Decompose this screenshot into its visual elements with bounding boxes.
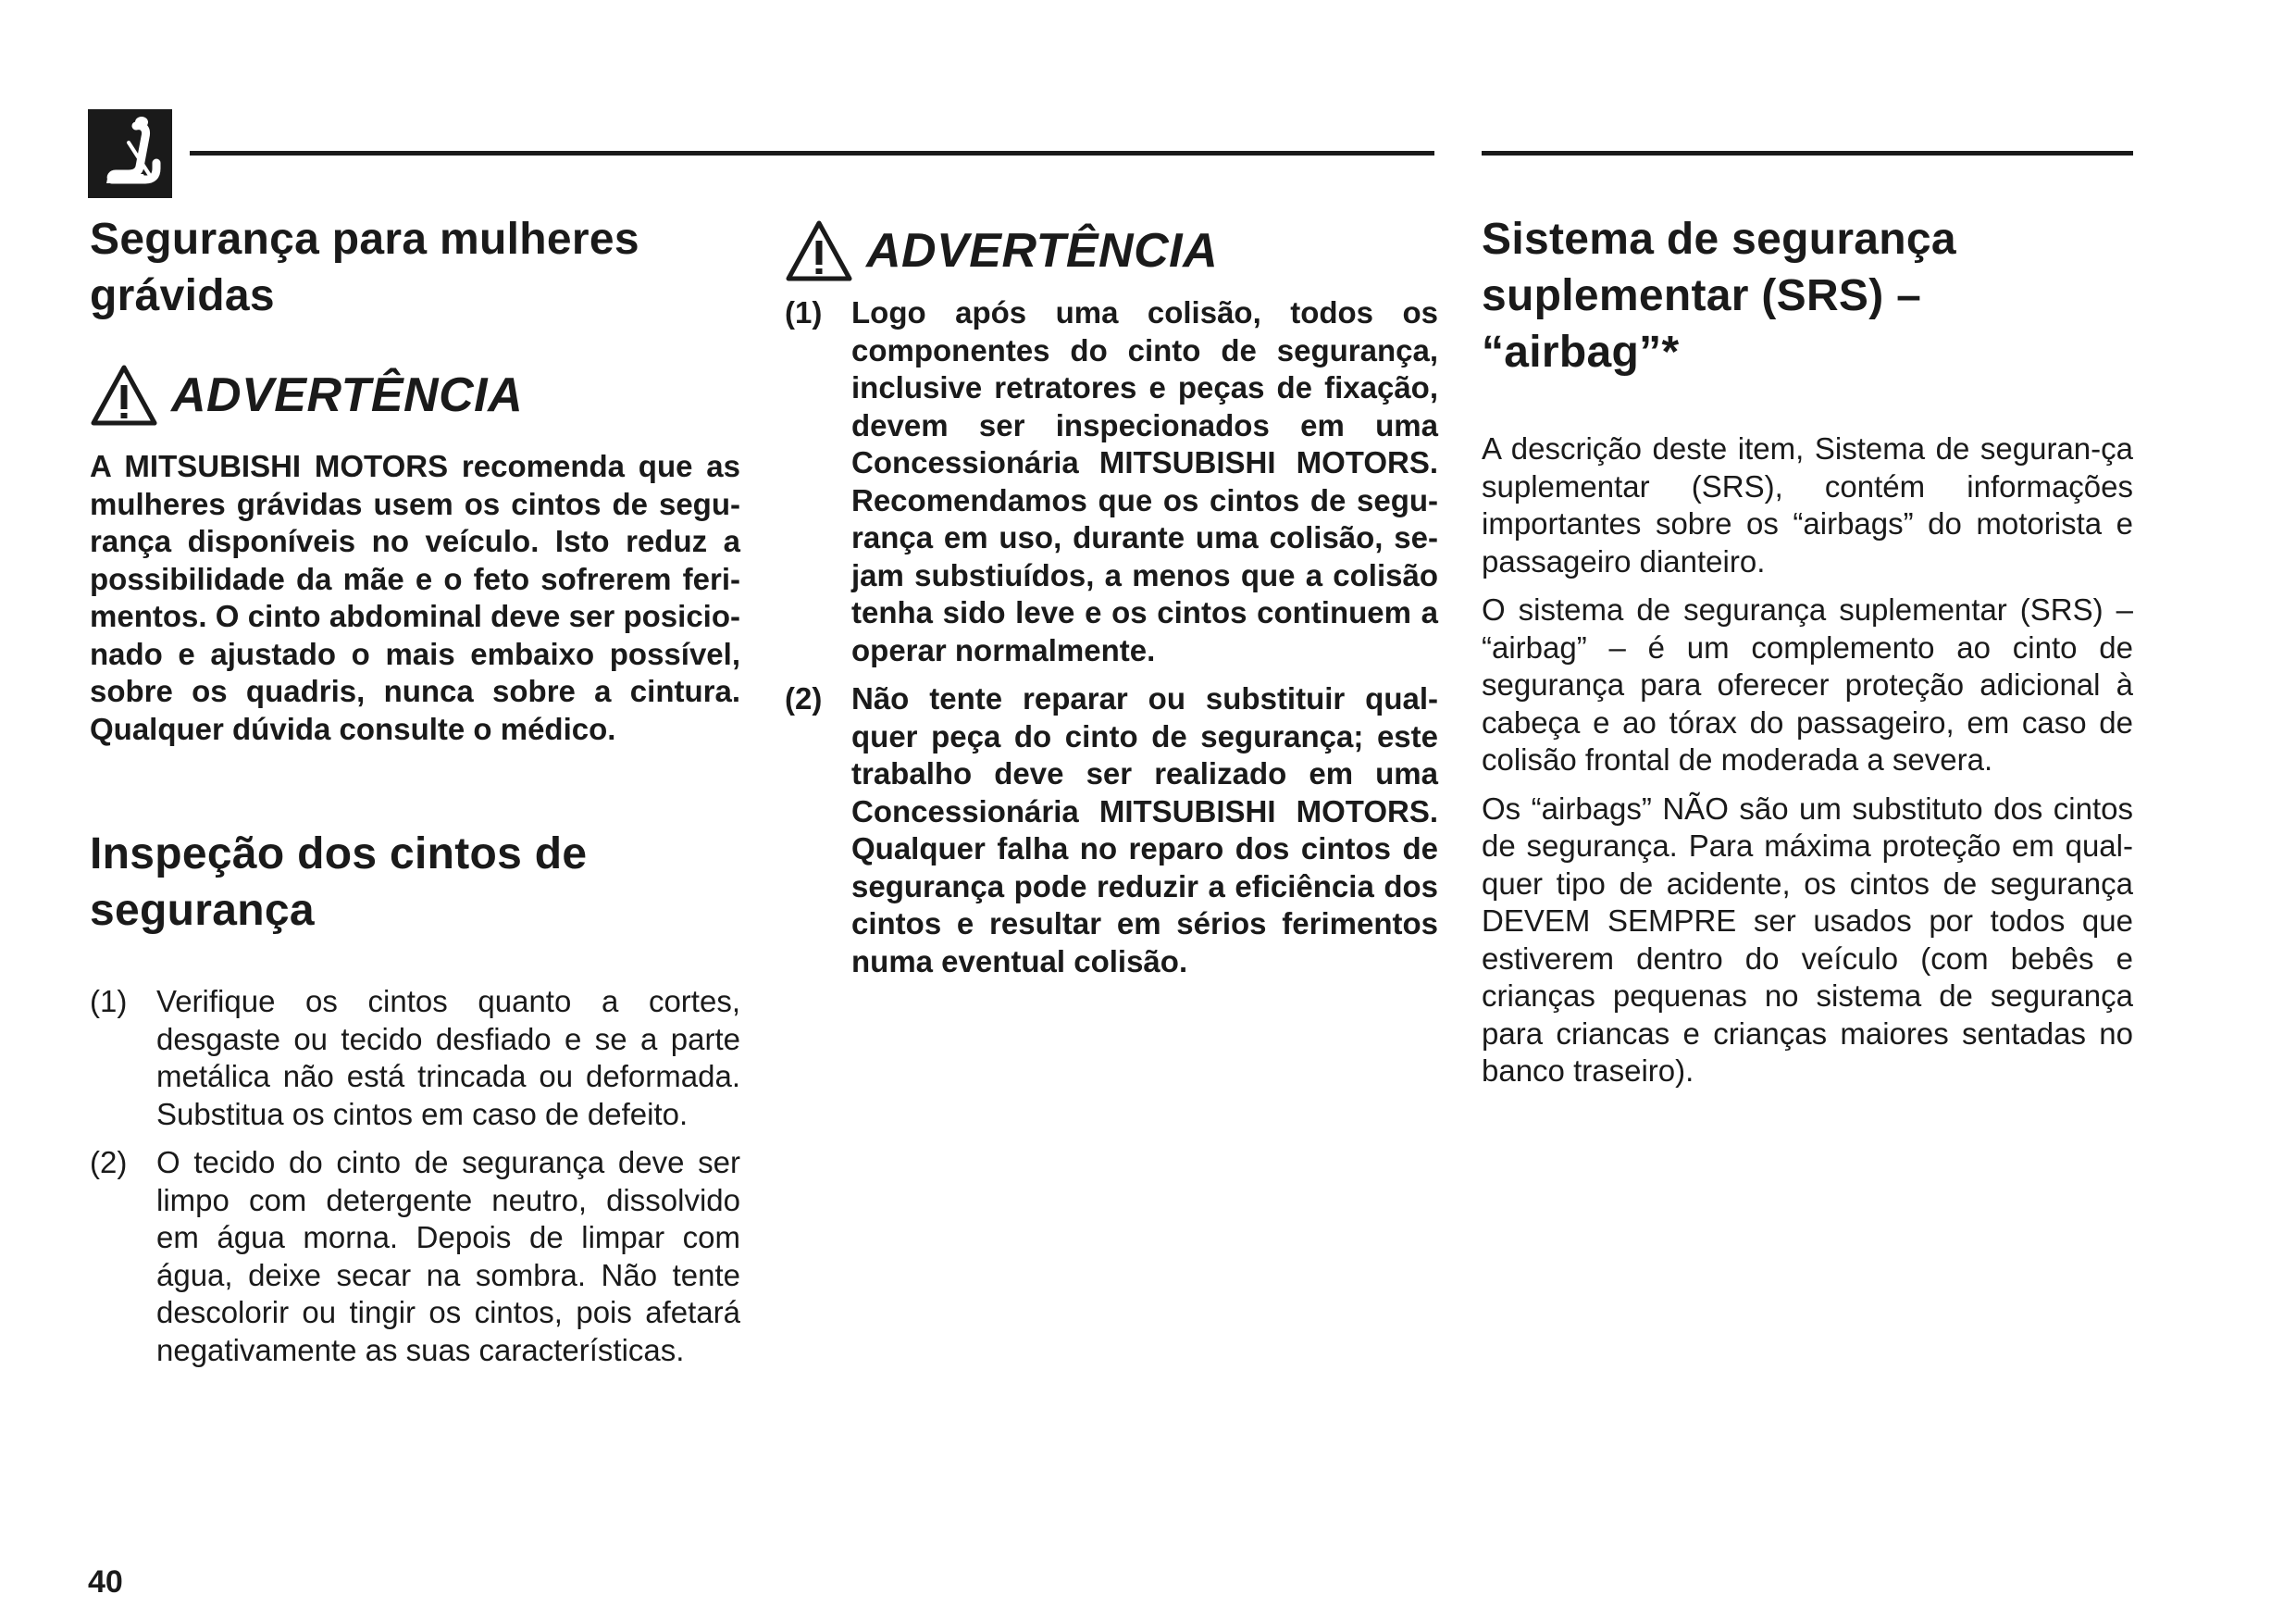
list-item-text: O tecido do cinto de segurança deve ser limpo com detergente neutro, dissolvido em água morna. Depois de limpar com água, deixe secar na sombra. Não tente descolorir ou tingir os cintos, pois afetará negativamente as suas características.: [156, 1145, 740, 1367]
warning-triangle-icon: [785, 218, 853, 283]
list-item-text: Logo após uma colisão, todos os componentes do cinto de segurança, inclusive retratores e peças de fixação, devem ser inspecionados em uma Concessionária MITSUBISHI MOTORS. Recomendamos que os cintos de segu-rança em uso, durante uma colisão, se-jam substiuídos, a menos que a colisão tenha sido leve e os cintos continuem a operar normalmente.: [851, 295, 1438, 667]
list-item-number: (1): [785, 295, 823, 330]
heading-pregnant-safety: Segurança para mulheres grávidas: [90, 215, 639, 320]
left-column: [90, 211, 740, 1369]
right-column: [1482, 211, 2133, 1090]
list-item: [90, 1144, 740, 1369]
srs-paragraph-3: Os “airbags” NÃO são um substituto dos cintos de segurança. Para máxima proteção em qual-quer tipo de acidente, os cintos de segurança DEVEM SEMPRE ser usados por todos que estiverem dentro do veículo (com bebês e crianças pequenas no sistema de segurança para criancas e crianças maiores sentadas no banco traseiro).: [1482, 791, 2133, 1088]
warning-triangle-icon: [90, 363, 158, 428]
warning-label: ADVERTÊNCIA: [866, 224, 1219, 278]
list-item: [90, 983, 740, 1133]
heading-srs-airbag: Sistema de segurança suplementar (SRS) – “airbag”*: [1482, 215, 1956, 377]
header-rule-left: [190, 151, 1434, 156]
warning-title-middle: [785, 218, 1438, 283]
srs-paragraph-2: O sistema de segurança suplementar (SRS) – “airbag” – é um complemento ao cinto de segurança para oferecer proteção adicional à cabeça e ao tórax do passageiro, em caso de colisão frontal de moderada a severa.: [1482, 592, 2133, 777]
list-item-number: (1): [90, 984, 128, 1018]
middle-column: [785, 211, 1438, 980]
srs-paragraph-1: A descrição deste item, Sistema de seguran-ça suplementar (SRS), contém informações importantes sobre os “airbags” do motorista e passageiro dianteiro.: [1482, 431, 2133, 579]
list-item-text: Não tente reparar ou substituir qual-quer peça do cinto de segurança; este trabalho deve ser realizado em uma Concessionária MITSUBISHI MOTORS. Qualquer falha no reparo dos cintos de segurança pode reduzir a eficiência dos cintos e resultar em sérios ferimentos numa eventual colisão.: [851, 681, 1438, 978]
list-item: [785, 680, 1438, 980]
header-rule-right: [1482, 151, 2133, 156]
list-item-text: Verifique os cintos quanto a cortes, desgaste ou tecido desfiado e se a parte metálica não está trincada ou deformada. Substitua os cintos em caso de defeito.: [156, 984, 740, 1131]
warning-title-left: [90, 363, 740, 428]
list-item: [785, 294, 1438, 669]
heading-belt-inspection: Inspeção dos cintos de segurança: [90, 829, 588, 935]
inspection-list: [90, 983, 740, 1369]
warning-label: ADVERTÊNCIA: [171, 368, 524, 422]
warning-text-pregnant: A MITSUBISHI MOTORS recomenda que as mulheres grávidas usem os cintos de segu-rança disponíveis no veículo. Isto reduz a possibilidade da mãe e o feto sofrerem feri-mentos. O cinto abdominal deve ser posicio-nado e ajustado o mais embaixo possível, sobre os quadris, nunca sobre a cintura. Qualquer dúvida consulte o médico.: [90, 449, 740, 746]
page-number: 40: [88, 1564, 123, 1600]
list-item-number: (2): [785, 681, 823, 716]
seat-belt-icon: [88, 109, 172, 198]
warning-list: [785, 294, 1438, 980]
list-item-number: (2): [90, 1145, 128, 1179]
